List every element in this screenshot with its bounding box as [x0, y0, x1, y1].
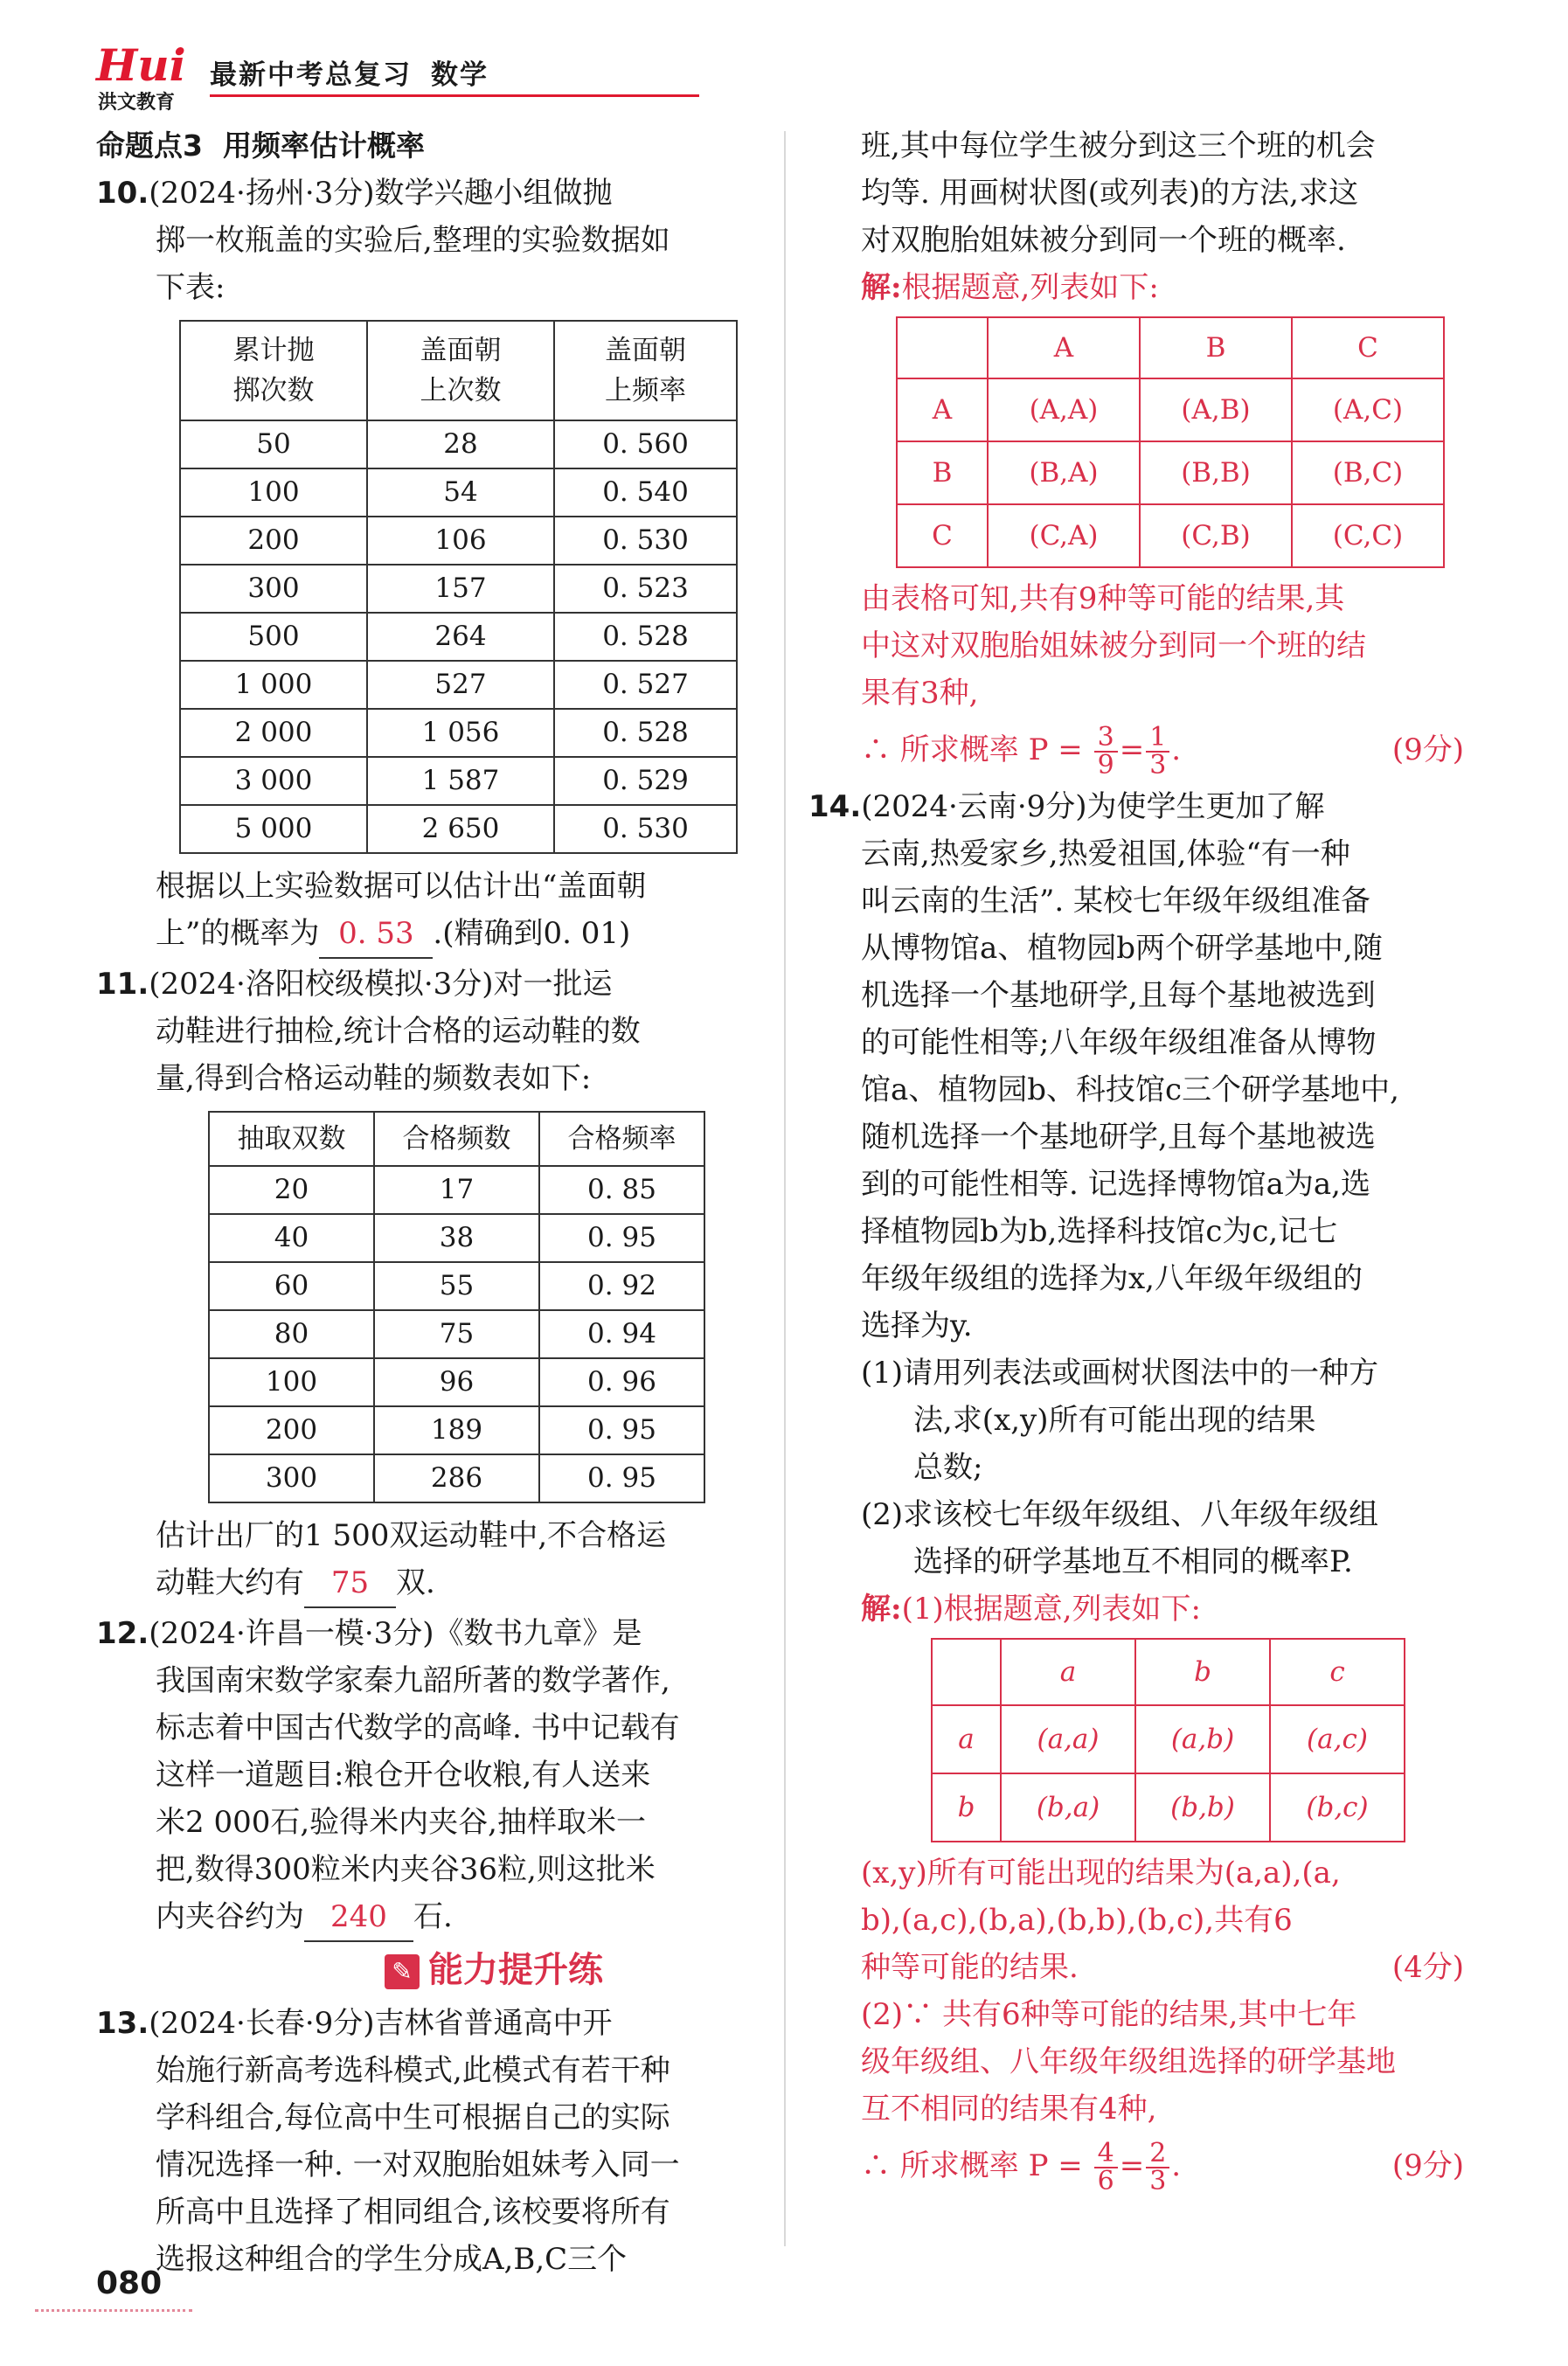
- question-text: 根据以上实验数据可以估计出“盖面朝: [156, 869, 647, 904]
- answer-blank: 75: [304, 1559, 396, 1608]
- page-header: [96, 39, 599, 114]
- question-number: 14.: [808, 789, 862, 824]
- fraction: $\frac{1}{3}$: [1146, 725, 1169, 779]
- book-title-text: 最新中考总复习: [210, 59, 412, 91]
- question-text: 为使学生更加了解: [1086, 789, 1325, 824]
- question-text: 到的可能性相等. 记选择博物馆a为a,选: [861, 1167, 1370, 1202]
- question-text: 米2 000石,验得米内夹谷,抽样取米一: [156, 1805, 646, 1840]
- shoe-frequency-table: [208, 1111, 705, 1503]
- question-text: 班,其中每位学生被分到这三个班的机会: [861, 128, 1376, 163]
- question-text: 《数书九章》是: [434, 1616, 642, 1651]
- sub-question-1: 法,求(x,y)所有可能出现的结果: [913, 1403, 1316, 1438]
- table-row: 200 106 0. 530: [180, 517, 737, 565]
- question-source: (2024·扬州·3分): [149, 176, 375, 211]
- question-text: 始施行新高考选科模式,此模式有若干种: [156, 2053, 670, 2088]
- question-text: 动鞋进行抽检,统计合格的运动鞋的数: [156, 1014, 641, 1049]
- research-base-table: [931, 1638, 1405, 1842]
- question-text: 所高中且选择了相同组合,该校要将所有: [156, 2195, 670, 2230]
- question-13: [96, 2000, 760, 2283]
- table-row: 200 189 0. 95: [209, 1406, 704, 1454]
- left-column: [96, 122, 760, 2283]
- column-divider: [784, 131, 786, 2246]
- score-label: (9分): [1391, 2148, 1464, 2183]
- question-text: 把,数得300粒米内夹谷36粒,则这批米: [156, 1852, 656, 1887]
- table-row: 20 17 0. 85: [209, 1166, 704, 1214]
- question-text: 云南,热爱家乡,热爱祖国,体验“有一种: [861, 836, 1350, 871]
- question-text: 选报这种组合的学生分成A,B,C三个: [156, 2242, 628, 2277]
- question-text: 择植物园b为b,选择科技馆c为c,记七: [861, 1214, 1338, 1249]
- book-title: [210, 52, 489, 92]
- question-14: [808, 783, 1464, 830]
- table-row: B (B,A) (B,B) (B,C): [897, 441, 1444, 504]
- table-header: 合格频数: [374, 1112, 539, 1166]
- question-text: 机选择一个基地研学,且每个基地被选到: [861, 978, 1376, 1013]
- solution-text: 种等可能的结果. (4分): [861, 1944, 1464, 1991]
- question-text: 的可能性相等;八年级年级组准备从博物: [861, 1025, 1377, 1060]
- question-source: (2024·云南·9分): [861, 789, 1087, 824]
- ability-section-title: ✎ 能力提升练: [227, 1942, 760, 1998]
- table-header: 盖面朝 上频率: [554, 321, 737, 420]
- question-12: [96, 1610, 760, 1942]
- table-row: C (C,A) (C,B) (C,C): [897, 504, 1444, 567]
- table-row: a b c: [932, 1639, 1405, 1705]
- twins-class-table: [896, 316, 1445, 568]
- question-text: 这样一道题目:粮仓开仓收粮,有人送来: [156, 1758, 651, 1793]
- section-label: 命题点3: [96, 128, 203, 163]
- table-row: 50 28 0. 560: [180, 420, 737, 468]
- bottle-cap-table: [179, 320, 738, 854]
- question-11: [96, 961, 760, 1608]
- solution-text: 中这对双胞胎姐妹被分到同一个班的结: [861, 628, 1366, 663]
- question-text: 下表:: [156, 270, 225, 305]
- question-text: 情况选择一种. 一对双胞胎姐妹考入同一: [156, 2147, 680, 2182]
- question-text: 馆a、植物园b、科技馆c三个研学基地中,: [861, 1072, 1399, 1107]
- table-row: A (A,A) (A,B) (A,C): [897, 378, 1444, 441]
- probability-result: ∴ 所求概率 P = $\frac{3}{9}$ = $\frac{1}{3}$ . (9分): [861, 717, 1464, 783]
- answer-blank: 0. 53: [319, 910, 433, 959]
- table-row: b (b,a) (b,b) (b,c): [932, 1773, 1405, 1842]
- table-header: 累计抛 掷次数: [180, 321, 367, 420]
- question-text: 上”的概率为 0. 53 .(精确到0. 01): [96, 910, 760, 959]
- fraction: $\frac{3}{9}$: [1094, 725, 1118, 779]
- table-row: 2 000 1 056 0. 528: [180, 709, 737, 757]
- question-text: 量,得到合格运动鞋的频数表如下:: [156, 1061, 592, 1096]
- solution-text: 由表格可知,共有9种等可能的结果,其: [861, 581, 1345, 616]
- table-row: 60 55 0. 92: [209, 1262, 704, 1310]
- table-row: 3 000 1 587 0. 529: [180, 757, 737, 805]
- sub-question-2: (2)求该校七年级年级组、八年级年级组: [861, 1497, 1379, 1532]
- table-row: 500 264 0. 528: [180, 613, 737, 661]
- question-text: 标志着中国古代数学的高峰. 书中记载有: [156, 1710, 680, 1745]
- table-row: a (a,a) (a,b) (a,c): [932, 1705, 1405, 1773]
- sub-question-1: (1)请用列表法或画树状图法中的一种方: [861, 1356, 1379, 1391]
- table-header: 抽取双数: [209, 1112, 374, 1166]
- table-row: 100 96 0. 96: [209, 1358, 704, 1406]
- table-row: 1 000 527 0. 527: [180, 661, 737, 709]
- table-row: 300 286 0. 95: [209, 1454, 704, 1502]
- sub-question-1: 总数;: [913, 1450, 983, 1485]
- question-text: 估计出厂的1 500双运动鞋中,不合格运: [156, 1518, 667, 1553]
- solution-text: b),(a,c),(b,a),(b,b),(b,c),共有6: [861, 1903, 1293, 1938]
- solution-text: (2)∵ 共有6种等可能的结果,其中七年: [861, 1997, 1357, 2032]
- table-row: 5 000 2 650 0. 530: [180, 805, 737, 853]
- question-text: 我国南宋数学家秦九韶所著的数学著作,: [156, 1663, 670, 1698]
- header-rule: [210, 94, 699, 97]
- question-10: [96, 170, 760, 959]
- question-text: 内夹谷约为 240 石.: [96, 1893, 760, 1942]
- question-text: 叫云南的生活”. 某校七年级年级组准备: [861, 884, 1370, 919]
- question-number: 13.: [96, 2006, 149, 2041]
- question-text: 对一批运: [493, 967, 613, 1002]
- fraction: $\frac{4}{6}$: [1094, 2141, 1118, 2195]
- table-row: 80 75 0. 94: [209, 1310, 704, 1358]
- sub-question-2: 选择的研学基地互不相同的概率P.: [913, 1544, 1353, 1579]
- solution-text: 级年级组、八年级年级组选择的研学基地: [861, 2044, 1396, 2079]
- section-heading: 用频率估计概率: [222, 128, 425, 163]
- question-number: 10.: [96, 176, 149, 211]
- question-source: (2024·许昌一模·3分): [149, 1616, 434, 1651]
- question-text: 掷一枚瓶盖的实验后,整理的实验数据如: [156, 223, 670, 258]
- question-text: 吉林省普通高中开: [374, 2006, 613, 2041]
- solution-intro: 解:(1)根据题意,列表如下:: [861, 1592, 1201, 1627]
- fraction: $\frac{2}{3}$: [1146, 2141, 1169, 2195]
- table-row: 100 54 0. 540: [180, 468, 737, 517]
- answer-blank: 240: [304, 1893, 413, 1942]
- probability-result: ∴ 所求概率 P = $\frac{4}{6}$ = $\frac{2}{3}$ . (9分): [861, 2133, 1464, 2199]
- table-row: 40 38 0. 95: [209, 1214, 704, 1262]
- table-row: 300 157 0. 523: [180, 565, 737, 613]
- solution-text: 互不相同的结果有4种,: [861, 2092, 1157, 2127]
- question-text: 均等. 用画树状图(或列表)的方法,求这: [861, 176, 1358, 211]
- score-label: (4分): [1391, 1950, 1464, 1985]
- section-title: [96, 122, 760, 168]
- question-text: 学科组合,每位高中生可根据自己的实际: [156, 2100, 670, 2135]
- page-number: 080: [96, 2265, 163, 2301]
- right-column: [808, 122, 1464, 2199]
- table-header: 盖面朝 上次数: [367, 321, 554, 420]
- question-text: 从博物馆a、植物园b两个研学基地中,随: [861, 931, 1383, 966]
- question-text: 随机选择一个基地研学,且每个基地被选: [861, 1120, 1376, 1155]
- table-header: 合格频率: [539, 1112, 704, 1166]
- question-text: 动鞋大约有 75 双.: [96, 1559, 760, 1608]
- score-label: (9分): [1391, 732, 1464, 767]
- question-source: (2024·长春·9分): [149, 2006, 375, 2041]
- question-number: 11.: [96, 967, 149, 1002]
- question-text: 对双胞胎姐妹被分到同一个班的概率.: [861, 223, 1346, 258]
- brand-logo: Hui: [96, 39, 186, 91]
- solution-text: 果有3种,: [861, 676, 979, 711]
- question-text: 数学兴趣小组做抛: [374, 176, 613, 211]
- footer-dots: [35, 2309, 192, 2312]
- brand-subtitle: 洪文教育: [98, 92, 176, 114]
- question-text: 选择为y.: [861, 1308, 973, 1343]
- question-source: (2024·洛阳校级模拟·3分): [149, 967, 494, 1002]
- subject-label: 数学: [431, 59, 489, 91]
- question-text: 年级年级组的选择为x,八年级年级组的: [861, 1261, 1363, 1296]
- table-row: A B C: [897, 317, 1444, 378]
- solution-intro: 解:根据题意,列表如下:: [861, 270, 1159, 305]
- pencil-icon: ✎: [385, 1954, 420, 1989]
- question-number: 12.: [96, 1616, 149, 1651]
- solution-text: (x,y)所有可能出现的结果为(a,a),(a,: [861, 1856, 1341, 1891]
